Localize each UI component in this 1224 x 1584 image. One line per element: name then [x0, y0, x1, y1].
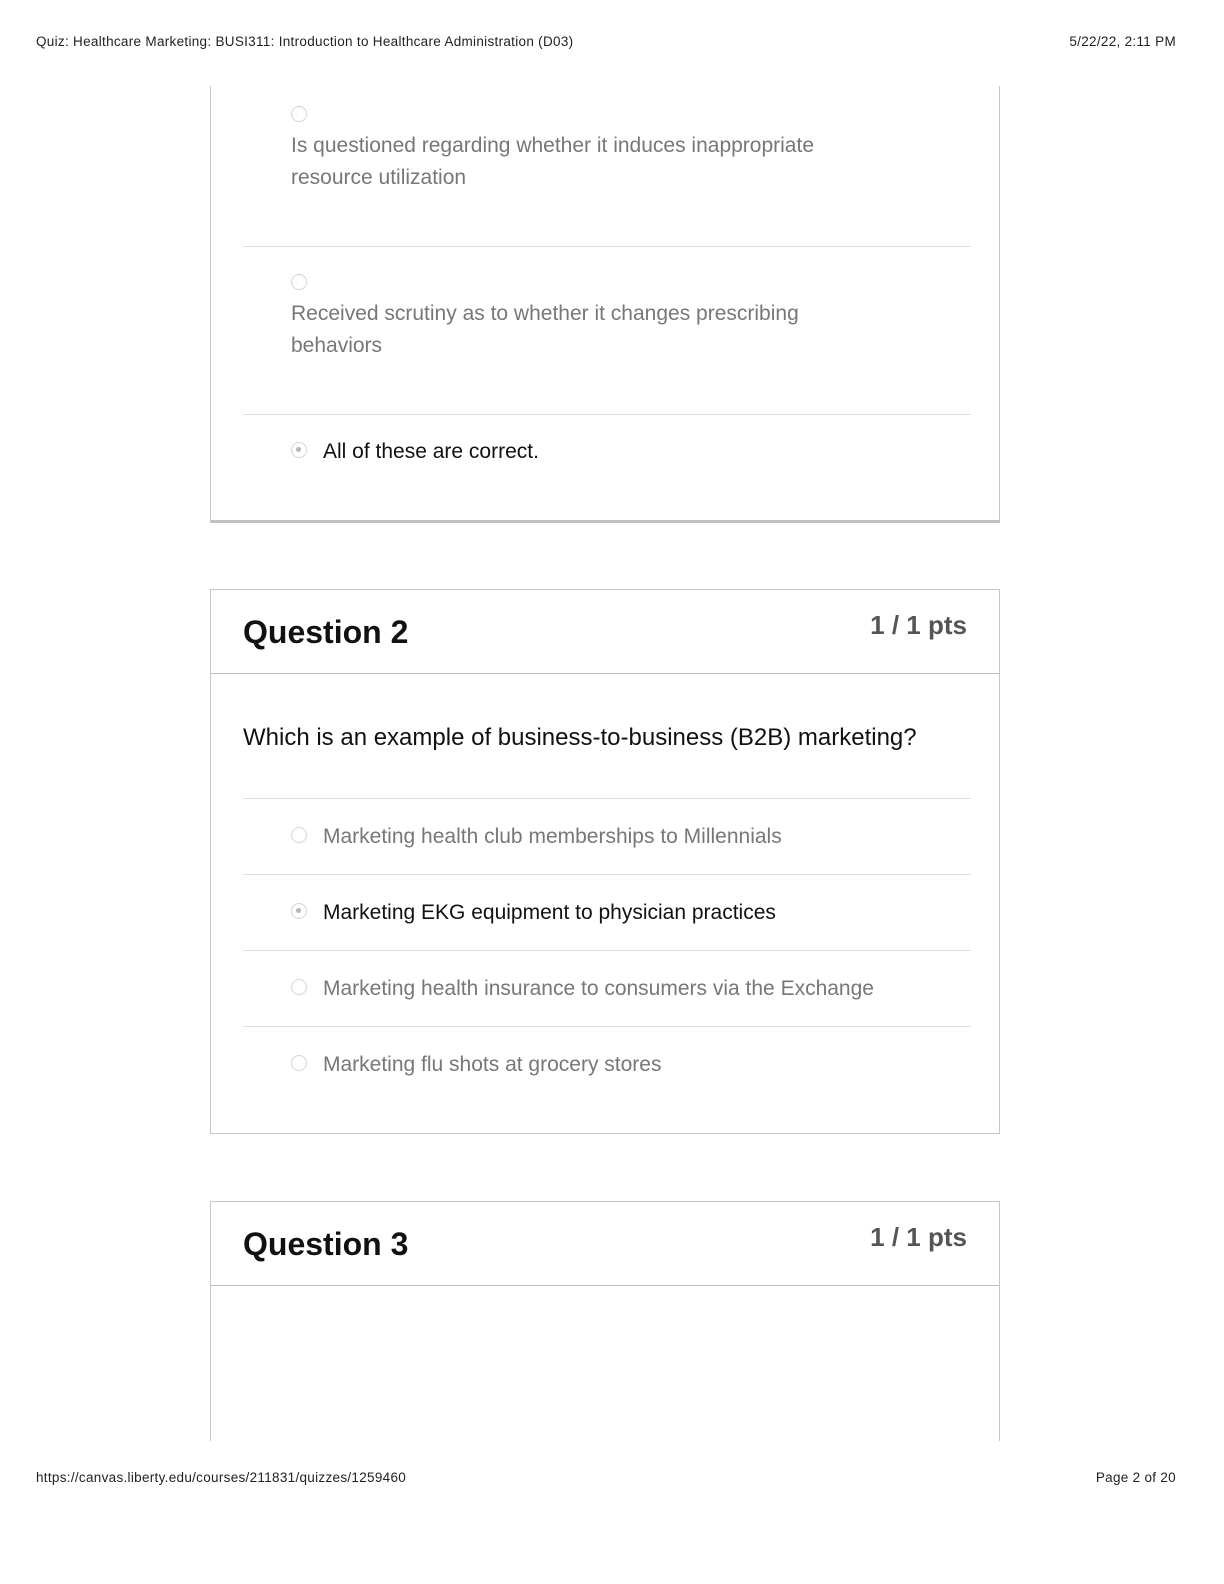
answer-text: Is questioned regarding whether it induces inappropriate resource utilization	[291, 134, 815, 189]
question-header	[211, 590, 999, 674]
answer-text: Marketing health insurance to consumers via the Exchange	[323, 977, 874, 1000]
answer-option[interactable]	[243, 1026, 971, 1102]
question-3-card	[210, 1201, 1000, 1441]
question-text: Which is an example of business-to-business (B2B) marketing?	[243, 724, 917, 751]
radio-button[interactable]	[291, 827, 307, 843]
answer-option[interactable]	[243, 798, 971, 874]
answer-option-selected[interactable]	[243, 414, 971, 514]
answer-text: Marketing EKG equipment to physician practices	[323, 901, 776, 924]
page-title: Quiz: Healthcare Marketing: BUSI311: Introduction to Healthcare Administration (D03)	[36, 34, 574, 49]
answer-text: Marketing flu shots at grocery stores	[323, 1053, 662, 1076]
page-number: Page 2 of 20	[1095, 1470, 1176, 1485]
question-points: 1 / 1 pts	[870, 610, 967, 640]
radio-button-selected[interactable]	[291, 903, 307, 919]
answer-text: Received scrutiny as to whether it changes prescribing behaviors	[291, 302, 799, 357]
radio-button[interactable]	[291, 1055, 307, 1071]
answer-option[interactable]	[243, 246, 971, 415]
radio-button[interactable]	[291, 106, 307, 122]
question-title: Question 3	[243, 1226, 409, 1262]
question-1-card	[210, 86, 1000, 523]
print-footer	[36, 1470, 1176, 1485]
question-title: Question 2	[243, 614, 409, 650]
answer-text: Marketing health club memberships to Millennials	[323, 825, 782, 848]
answer-text: All of these are correct.	[323, 440, 539, 463]
page-url: https://canvas.liberty.edu/courses/211831/quizzes/1259460	[36, 1470, 407, 1485]
radio-button[interactable]	[291, 274, 307, 290]
answer-option[interactable]	[243, 86, 971, 247]
answer-option-selected[interactable]	[243, 874, 971, 950]
question-header	[211, 1202, 999, 1286]
radio-button-selected[interactable]	[291, 442, 307, 458]
radio-button[interactable]	[291, 979, 307, 995]
print-header	[36, 34, 1176, 49]
question-2-card	[210, 589, 1000, 1134]
answer-option[interactable]	[243, 950, 971, 1026]
print-datetime: 5/22/22, 2:11 PM	[1069, 34, 1176, 49]
question-points: 1 / 1 pts	[870, 1222, 967, 1252]
